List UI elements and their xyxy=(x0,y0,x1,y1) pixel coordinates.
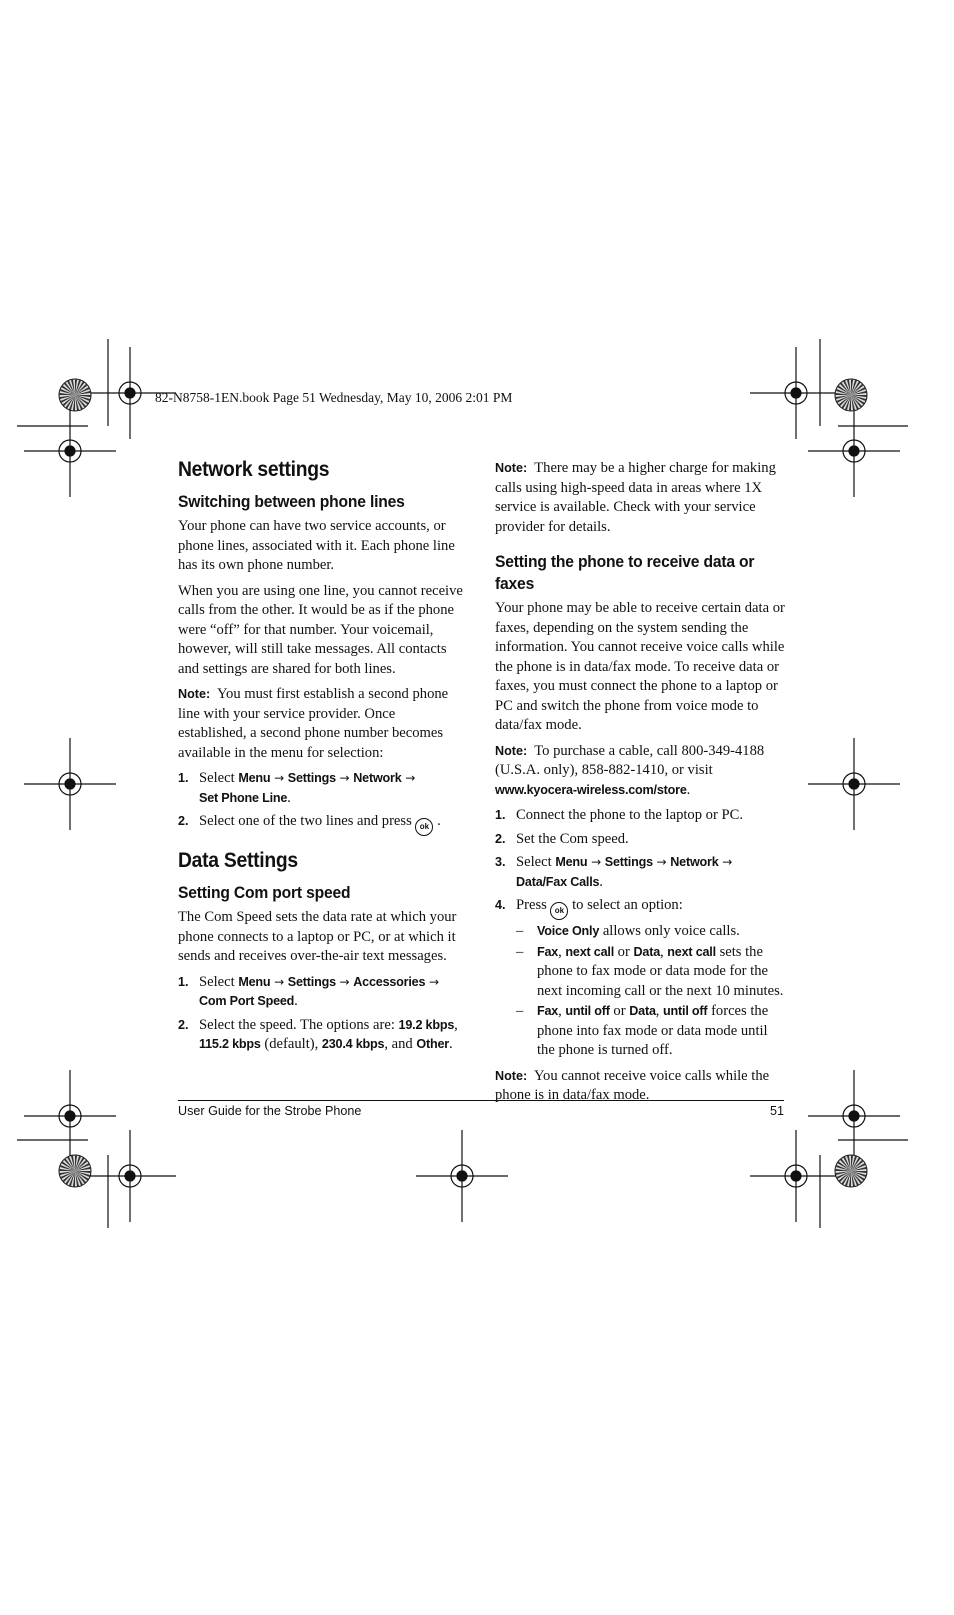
option-name: Voice Only xyxy=(537,924,600,938)
menu-path-item: Settings xyxy=(287,974,336,989)
option-name: next call xyxy=(565,944,615,959)
menu-path-item: Menu xyxy=(238,771,271,785)
registration-mark xyxy=(750,1130,842,1222)
list-item xyxy=(495,806,785,826)
ok-key-icon: ok xyxy=(415,818,433,836)
note-label: Note: xyxy=(178,687,211,701)
note-text: You must first establish a second phone line with your service provider. Once established, a second phone number becomes available in the menu for selection: xyxy=(178,686,449,761)
note-label: Note: xyxy=(495,743,528,758)
option-text: forces the phone into fax mode or data mode until the phone is turned off. xyxy=(537,1003,769,1058)
option-name: Data xyxy=(629,1004,656,1018)
registration-mark xyxy=(416,1130,508,1222)
list-item xyxy=(495,830,785,850)
starburst-target xyxy=(59,379,91,411)
step-text: to select an option: xyxy=(572,897,683,913)
section-title-network: Network settings xyxy=(178,458,330,481)
note: Note: To purchase a cable, call 800-349-4188 (U.S.A. only), 858-882-1410, or visit www.kyocera-wireless.com/store. xyxy=(495,742,765,798)
option-value: Other xyxy=(416,1037,449,1051)
ok-key-icon: ok xyxy=(550,902,568,920)
step-number: 3. xyxy=(495,855,506,869)
page-number: 51 xyxy=(769,1104,784,1118)
option-text: or xyxy=(617,943,630,960)
arrow-icon: → xyxy=(656,855,667,869)
steps-list xyxy=(495,806,785,1061)
heading-com-port: Setting Com port speed xyxy=(178,883,351,902)
option-name: Data xyxy=(633,944,660,959)
registration-mark xyxy=(24,738,116,830)
option-name: until off xyxy=(565,1004,610,1018)
paragraph: Your phone may be able to receive certain data or faxes, depending on the system sending the information. You cannot receive voice calls while the phone is in data/fax mode. To receive data or faxes, you must connect the phone to a laptop or PC and switch the phone from voice mode to data/fax mode. xyxy=(495,600,785,733)
option-text: sets the phone to fax mode or data mode for the next incoming call or the next 10 minutes. xyxy=(537,943,784,999)
option-name: Fax xyxy=(537,1004,559,1018)
list-item xyxy=(495,896,785,1061)
left-column xyxy=(178,457,466,1061)
step-number: 4. xyxy=(495,898,506,912)
arrow-icon: → xyxy=(274,974,285,989)
paragraph: Your phone can have two service accounts, or phone lines, associated with it. Each phone line has its own phone number. xyxy=(178,518,455,573)
step-number: 2. xyxy=(178,814,189,828)
section-title-data: Data Settings xyxy=(178,849,298,872)
option-name: next call xyxy=(667,944,716,959)
list-item: 1. Select Menu → Settings → Network → Set Phone Line. xyxy=(178,770,416,806)
option-text: allows only voice calls. xyxy=(602,923,740,939)
option-name: until off xyxy=(663,1004,708,1018)
step-number: 1. xyxy=(178,771,189,785)
paragraph: The Com Speed sets the data rate at which your phone connects to a laptop or PC, or at which it sends and receives over-the-air text messages. xyxy=(178,909,457,964)
note-text: To purchase a cable, call 800-349-4188 (U.S.A. only), 858-882-1410, or visit xyxy=(495,742,765,778)
arrow-icon: → xyxy=(722,855,733,869)
menu-path-item: Set Phone Line xyxy=(199,790,288,805)
arrow-icon: → xyxy=(339,771,350,785)
step-text: Select xyxy=(516,854,552,870)
steps-list xyxy=(178,769,466,836)
option-text: or xyxy=(613,1003,626,1019)
step-text: Set the Com speed. xyxy=(516,830,629,847)
starburst-target xyxy=(59,1155,91,1187)
arrow-icon: → xyxy=(591,855,602,869)
step-number: 2. xyxy=(178,1017,189,1032)
list-item: – Voice Only allows only voice calls. xyxy=(516,923,740,939)
note xyxy=(495,459,785,537)
menu-path-item: Menu xyxy=(555,855,588,869)
menu-path-item: Menu xyxy=(238,974,271,989)
registration-mark xyxy=(808,738,900,830)
heading-receive-data: Setting the phone to receive data or faxes xyxy=(495,552,755,593)
arrow-icon: → xyxy=(274,771,285,785)
list-item: 3. Select Menu → Settings → Network → Data/Fax Calls. xyxy=(495,854,733,890)
option-value: 115.2 kbps xyxy=(199,1037,261,1051)
list-item: 2. Select one of the two lines and press ok . xyxy=(178,812,466,836)
menu-path-item: Network xyxy=(353,771,402,785)
menu-path-item: Accessories xyxy=(353,974,426,989)
note xyxy=(178,685,466,763)
right-column xyxy=(495,459,785,1112)
step-text: Select xyxy=(199,770,235,786)
arrow-icon: → xyxy=(428,974,440,989)
registration-mark xyxy=(750,347,842,439)
step-text: Connect the phone to the laptop or PC. xyxy=(516,807,743,823)
registration-mark xyxy=(24,405,116,497)
registration-mark xyxy=(84,1130,176,1222)
step-number: 1. xyxy=(178,974,189,989)
option-name: Fax xyxy=(537,944,559,959)
step-text: Select the speed. The options are: xyxy=(199,1016,395,1033)
footer-title: User Guide for the Strobe Phone xyxy=(178,1104,362,1118)
paragraph: When you are using one line, you cannot receive calls from the other. It would be as if the phone were “off” for that number. Your voicemail, however, will still take messages. All contacts and settings are shared for both lines. xyxy=(178,582,463,677)
note-label: Note: xyxy=(495,461,528,475)
option-value: 19.2 kbps xyxy=(398,1017,455,1032)
options-list xyxy=(516,922,785,1061)
menu-path-item: Settings xyxy=(604,855,653,869)
step-text: Select one of the two lines and press xyxy=(199,813,412,829)
starburst-target xyxy=(835,1155,867,1187)
option-value: 230.4 kbps xyxy=(321,1037,385,1051)
menu-path-item: Network xyxy=(670,855,719,869)
note-text: There may be a higher charge for making calls using high-speed data in areas where 1X service is available. Check with your service provider for details. xyxy=(495,460,776,535)
registration-mark xyxy=(808,405,900,497)
starburst-target xyxy=(835,379,867,411)
note-label: Note: xyxy=(495,1068,528,1083)
step-number: 1. xyxy=(495,808,506,822)
list-item: 1. Select Menu → Settings → Accessories → Com Port Speed. xyxy=(178,973,440,1009)
note-text: You cannot receive voice calls while the phone is in data/fax mode. xyxy=(495,1067,770,1103)
store-url: www.kyocera-wireless.com/store xyxy=(495,782,687,797)
step-text: (default), xyxy=(264,1036,319,1052)
registration-mark xyxy=(24,1070,116,1162)
menu-path-item: Settings xyxy=(287,771,336,785)
menu-path-item: Data/Fax Calls xyxy=(516,874,600,889)
print-header: 82-N8758-1EN.book Page 51 Wednesday, May 10, 2006 2:01 PM xyxy=(155,390,513,405)
page-footer xyxy=(178,1100,784,1118)
step-number: 2. xyxy=(495,831,506,846)
arrow-icon: → xyxy=(339,974,350,989)
step-text: , and xyxy=(384,1036,413,1052)
list-item: – Fax, next call or Data, next call sets the phone to fax mode or data mode for the next incoming call or the next 10 minutes. xyxy=(516,943,784,999)
registration-mark xyxy=(808,1070,900,1162)
steps-list xyxy=(178,973,466,1055)
step-text: Select xyxy=(199,973,235,990)
menu-path-item: Com Port Speed xyxy=(199,994,295,1008)
arrow-icon: → xyxy=(405,771,416,785)
heading-switching-lines: Switching between phone lines xyxy=(178,492,405,511)
list-item: 2. Select the speed. The options are: 19.2 kbps, 115.2 kbps (default), 230.4 kbps, and Other. xyxy=(178,1016,458,1052)
step-text: Press xyxy=(516,897,547,913)
list-item: – Fax, until off or Data, until off forces the phone into fax mode or data mode until the phone is turned off. xyxy=(516,1003,769,1058)
